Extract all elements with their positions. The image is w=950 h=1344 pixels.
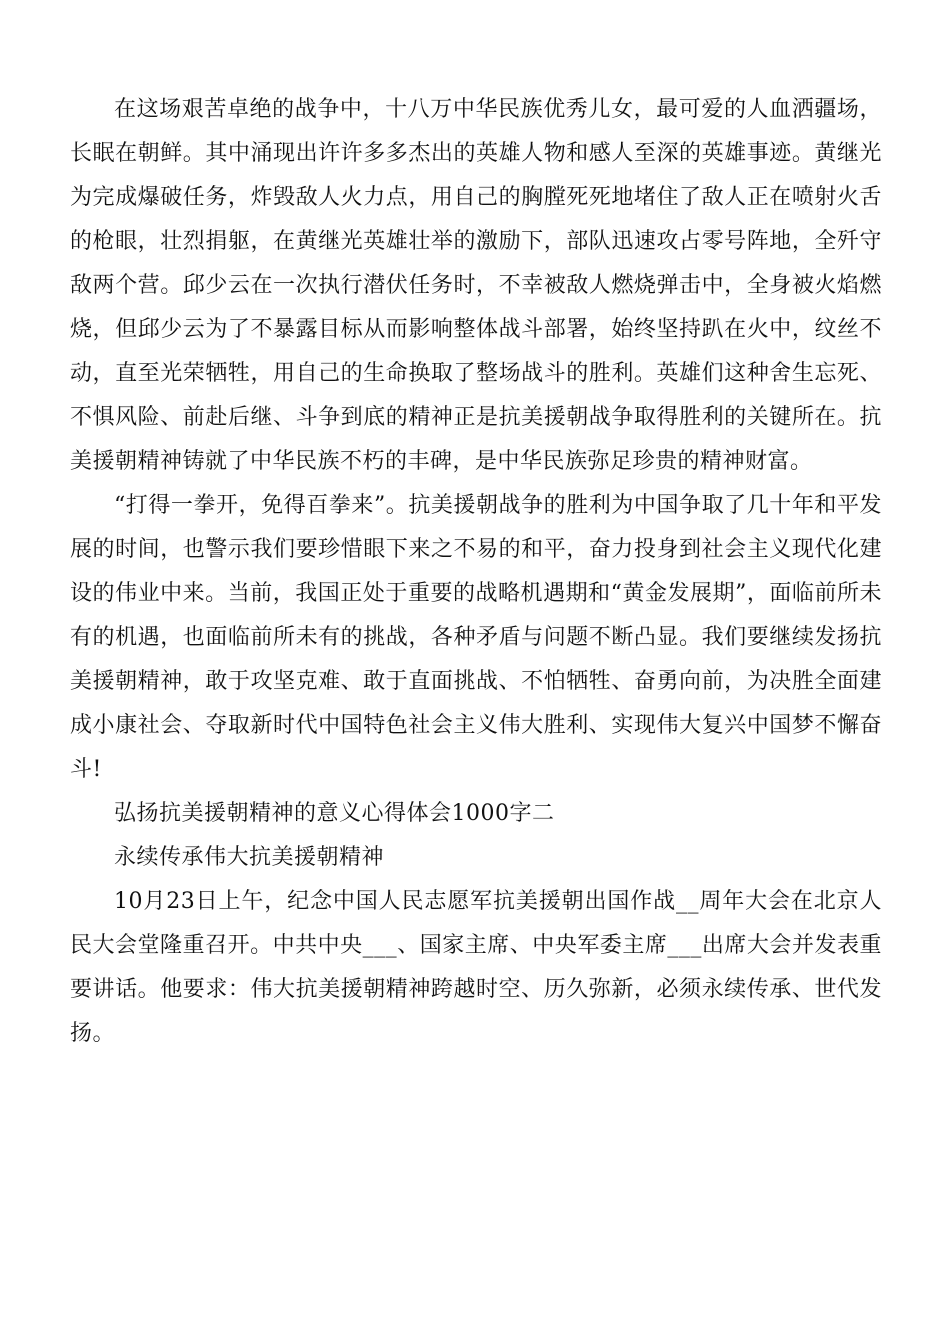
- paragraph-peace: “打得一拳开，免得百拳来”。抗美援朝战争的胜利为中国争取了几十年和平发展的时间，也警示我们要珍惜眼下来之不易的和平，奋力投身到社会主义现代化建设的伟业中来。当前，我国正处于重要的战略机遇期和“黄金发展期”，面临前所未有的机遇，也面临前所未有的挑战，各种矛盾与问题不断凸显。我们要继续发扬抗美援朝精神，敢于攻坚克难、敢于直面挑战、不怕牺牲、奋勇向前，为决胜全面建成小康社会、夺取新时代中国特色社会主义伟大胜利、实现伟大复兴中国梦不懈奋斗!: [70, 493, 882, 782]
- document-body: [70, 88, 882, 1056]
- article-title: 永续传承伟大抗美援朝精神: [114, 845, 385, 870]
- paragraph-heroes: 在这场艰苦卓绝的战争中，十八万中华民族优秀儿女，最可爱的人血洒疆场，长眠在朝鲜。其中涌现出许许多多杰出的英雄人物和感人至深的英雄事迹。黄继光为完成爆破任务，炸毁敌人火力点，用自己的胸膛死死地堵住了敌人正在喷射火舌的枪眼，壮烈捐躯，在黄继光英雄壮举的激励下，部队迅速攻占零号阵地，全歼守敌两个营。邱少云在一次执行潜伏任务时，不幸被敌人燃烧弹击中，全身被火焰燃烧，但邱少云为了不暴露目标从而影响整体战斗部署，始终坚持趴在火中，纹丝不动，直至光荣牺牲，用自己的生命换取了整场战斗的胜利。英雄们这种舍生忘死、不惧风险、前赴后继、斗争到底的精神正是抗美援朝战争取得胜利的关键所在。抗美援朝精神铸就了中华民族不朽的丰碑，是中华民族弥足珍贵的精神财富。: [70, 97, 882, 474]
- section-title: 弘扬抗美援朝精神的意义心得体会1000字二: [114, 801, 555, 826]
- paragraph-ceremony: 10月23日上午，纪念中国人民志愿军抗美援朝出国作战__周年大会在北京人民大会堂隆重召开。中共中央___、国家主席、中央军委主席___出席大会并发表重要讲话。他要求：伟大抗美援朝精神跨越时空、历久弥新，必须永续传承、世代发扬。: [70, 889, 882, 1046]
